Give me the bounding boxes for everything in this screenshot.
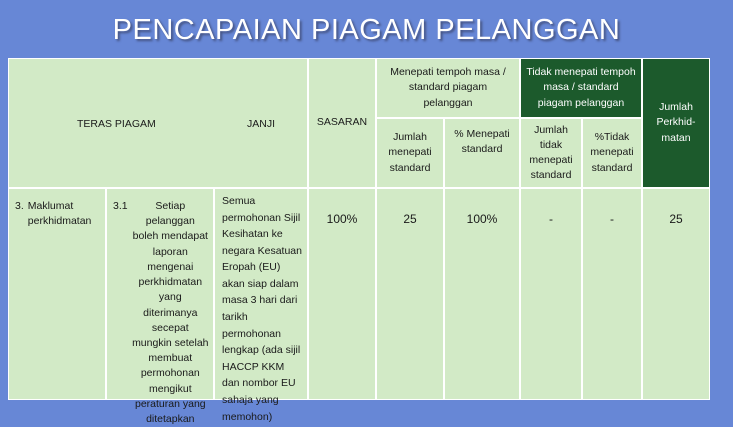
janji-text: Setiap pelanggan boleh mendapat laporan mengenai perkhidmatan yang diterimanya secepat mungkin setelah membuat permohonan mengikut peraturan yang ditetapkan (132, 200, 209, 426)
row-jumlah-tidak: - (520, 188, 582, 400)
row-pct-tidak: - (582, 188, 642, 400)
janji-number: 3.1 (113, 200, 128, 212)
header-jumlah-tidak: Jumlah tidak menepati standard (520, 118, 582, 188)
header-teras-janji (8, 58, 308, 188)
header-sasaran: SASARAN (308, 58, 376, 188)
teras-number: 3. (15, 200, 24, 212)
row-jumlah-menepati: 25 (376, 188, 444, 400)
header-group-tidak: Tidak menepati tempoh masa / standard piagam pelanggan (520, 58, 642, 118)
header-teras: TERAS PIAGAM (77, 118, 156, 130)
row-detail: Semua permohonan Sijil Kesihatan ke negara Kesatuan Eropah (EU) akan siap dalam masa 3 hari dari tarikh permohonan lengkap (ada sijil HACCP KKM dan nombor EU sahaja yang memohon) (214, 188, 308, 400)
header-jumlah-perkhidmatan: Jumlah Perkhid- matan (642, 58, 710, 188)
header-pct-menepati: % Menepati standard (444, 118, 520, 188)
header-group-menepati: Menepati tempoh masa / standard piagam pelanggan (376, 58, 520, 118)
row-teras (8, 188, 106, 400)
teras-text: Maklumat perkhidmatan (27, 200, 92, 228)
row-sasaran: 100% (308, 188, 376, 400)
header-janji: JANJI (247, 118, 276, 130)
row-pct-menepati: 100% (444, 188, 520, 400)
page-title: PENCAPAIAN PIAGAM PELANGGAN (112, 14, 621, 46)
header-jumlah-menepati: Jumlah menepati standard (376, 118, 444, 188)
header-pct-tidak: %Tidak menepati standard (582, 118, 642, 188)
row-jumlah-perkhidmatan: 25 (642, 188, 710, 400)
row-janji (106, 188, 214, 426)
charter-table (0, 58, 720, 426)
